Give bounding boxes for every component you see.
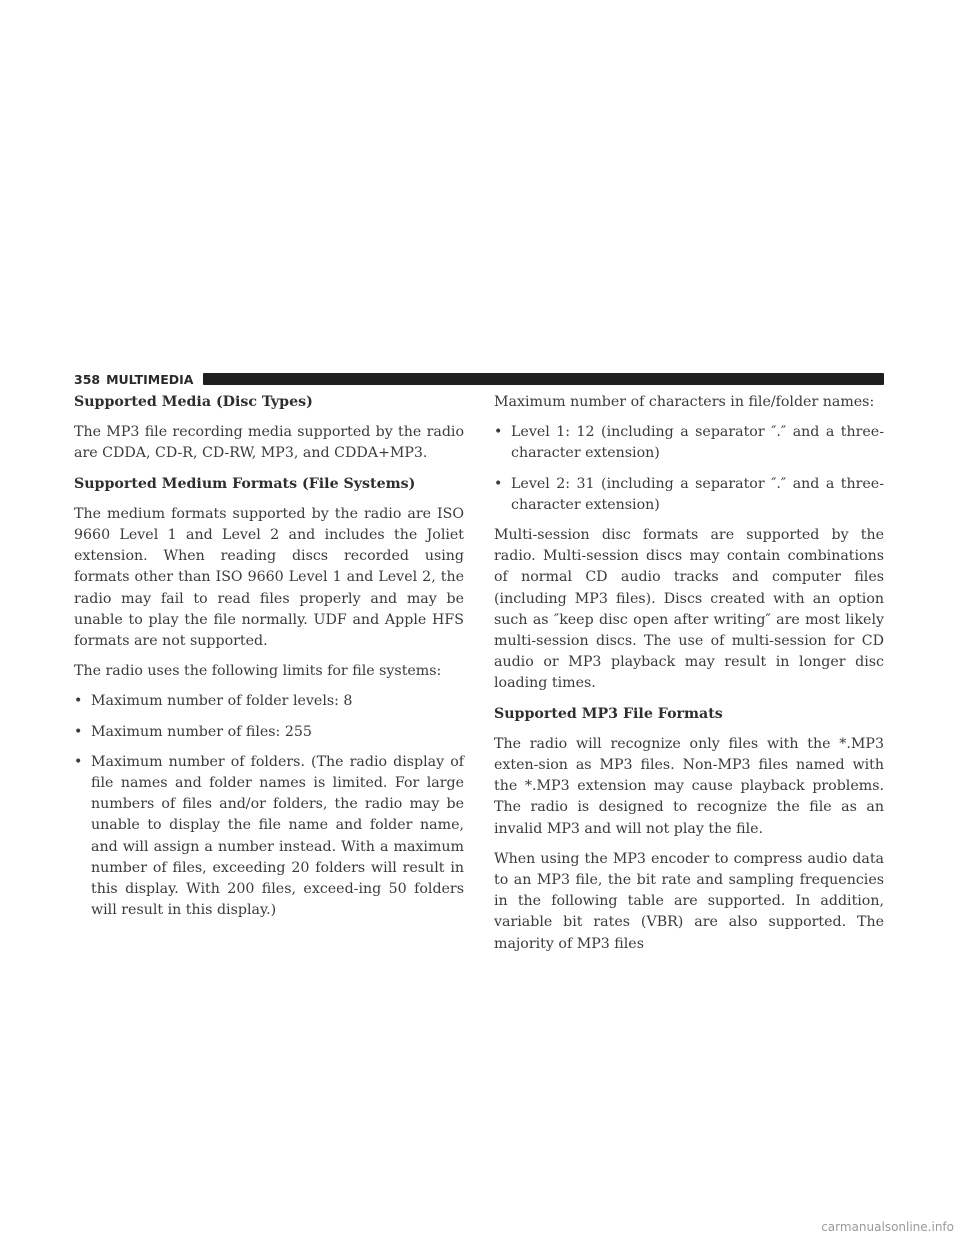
list-item — [74, 752, 464, 922]
list-item — [494, 474, 884, 516]
bullet-icon: • — [74, 723, 83, 740]
paragraph-limits-intro: The radio uses the following limits for file systems: — [74, 663, 442, 680]
section-title: MULTIMEDIA — [106, 371, 194, 387]
list-item-text: Level 1: 12 (including a separator ″.″ and a three-character extension) — [511, 424, 884, 462]
watermark-link[interactable]: carmanualsonline.info — [821, 1220, 954, 1234]
list-item — [74, 691, 464, 712]
paragraph-media-types: The MP3 file recording media supported by the radio are CDDA, CD-R, CD-RW, MP3, and CDDA+MP3. — [74, 424, 464, 462]
page-number: 358 — [74, 371, 101, 387]
paragraph-mp3-recognition: The radio will recognize only files with the *.MP3 exten-sion as MP3 files. Non-MP3 files named with the *.MP3 extension may cause playback problems. The radio is designed to recognize the file as an invalid MP3 and will not play the file. — [494, 735, 884, 837]
list-item — [74, 722, 464, 743]
bullet-icon: • — [494, 475, 503, 492]
list-item-text: Maximum number of files: 255 — [91, 723, 312, 740]
paragraph-max-characters: Maximum number of characters in file/folder names: — [494, 394, 875, 410]
limits-list — [74, 691, 464, 921]
heading-mp3-file-formats: Supported MP3 File Formats — [494, 705, 723, 722]
page-header — [74, 370, 884, 388]
paragraph-medium-formats: The medium formats supported by the radio are ISO 9660 Level 1 and Level 2 and includes the Joliet extension. When reading discs recorded using formats other than ISO 9660 Level 1 and Level 2, the radio may fail to read files properly and may be unable to play the file normally. UDF and Apple HFS formats are not supported. — [74, 505, 464, 650]
left-column — [74, 392, 464, 930]
paragraph-mp3-encoder: When using the MP3 encoder to compress audio data to an MP3 file, the bit rate and sampling frequencies in the following table are supported. In addition, variable bit rates (VBR) are also supported. The majority of MP3 files — [494, 850, 884, 952]
list-item-text: Maximum number of folders. (The radio display of file names and folder names is limited. For large numbers of files and/or folders, the radio may be unable to display the file name and folder name, and will assign a number instead. With a maximum number of files, exceeding 20 folders will result in this display. With 200 files, exceed-ing 50 folders will result in this display.) — [91, 753, 464, 919]
list-item — [494, 422, 884, 464]
heading-supported-media: Supported Media (Disc Types) — [74, 394, 313, 410]
bullet-icon: • — [494, 424, 503, 441]
paragraph-multi-session: Multi-session disc formats are supported by the radio. Multi-session discs may contain combinations of normal CD audio tracks and computer files (including MP3 files). Discs created with an option such as ″keep disc open after writing″ are most likely multi-session discs. The use of multi-session for CD audio or MP3 playback may result in longer disc loading times. — [494, 527, 884, 692]
bullet-icon: • — [74, 753, 83, 770]
character-limits-list — [494, 422, 884, 516]
list-item-text: Level 2: 31 (including a separator ″.″ and a three-character extension) — [511, 475, 884, 513]
heading-medium-formats: Supported Medium Formats (File Systems) — [74, 475, 416, 492]
right-column — [494, 392, 884, 964]
list-item-text: Maximum number of folder levels: 8 — [91, 693, 353, 710]
header-rule — [203, 373, 884, 385]
bullet-icon: • — [74, 693, 83, 710]
